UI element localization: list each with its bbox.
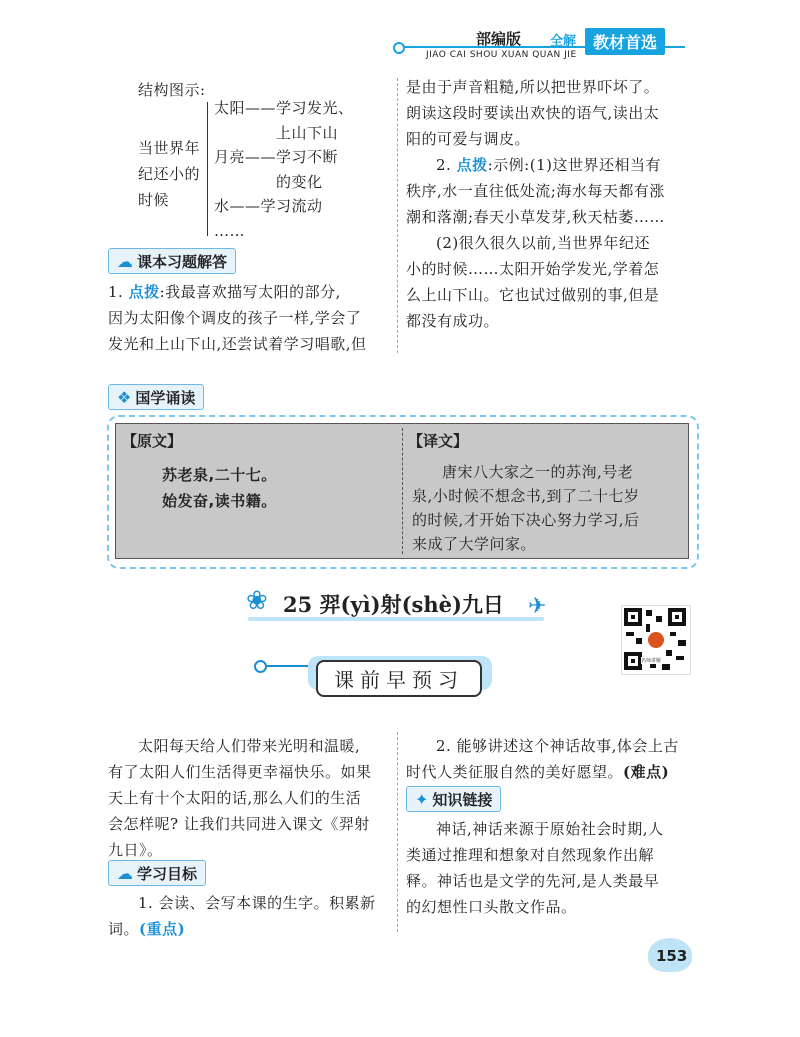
structure-branch: 上山下山 [276,123,339,142]
translation-line: 来成了大学问家。 [412,535,537,553]
original-line: 苏老泉,二十七。 [162,466,277,484]
airplane-icon: ✈ [528,594,547,619]
knowledge-tag-label: 知识链接 [432,790,493,809]
knowledge-line: 神话,神话来源于原始社会时期,人 [436,820,664,838]
knowledge-line: 的幻想性口头散文作品。 [406,898,577,916]
header-logo-small: 全解 [550,34,577,49]
exercise2-keyword: 点拨 [456,156,488,174]
intro-line: 天上有十个太阳的话,那么人们的生活 [108,789,362,807]
header-edition: 部编版 [476,30,522,48]
structure-root-line: 当世界年 [138,139,201,157]
goal-line [108,916,393,942]
qr-center-logo [648,632,664,648]
structure-root-line: 时候 [138,191,170,209]
column-divider-top [397,78,398,353]
structure-branch: 水——学习流动 [214,197,323,215]
exercise-answer-left [108,279,393,357]
structure-branches [214,96,354,243]
goals-right [406,733,696,785]
text-line: 因为太阳像个调皮的孩子一样,学会了 [108,309,362,327]
goal-line-text: 时代人类征服自然的美好愿望。 [406,763,624,781]
structure-branch: 的变化 [276,172,323,191]
intro-text [108,733,393,863]
header-logo: 教材首选 [585,28,665,55]
goal-line-text: 词。 [108,920,140,938]
intro-line: 有了太阳人们生活得更幸福快乐。如果 [108,763,372,781]
guoxue-tag-label: 国学诵读 [135,388,196,407]
structure-root [138,135,200,213]
dolphin-icon: ❖ [117,387,132,407]
exercise1-keyword: 点拨 [128,283,160,301]
intro-line: 九日》。 [108,841,163,859]
text-line: 小的时候……太阳开始学发光,学着怎 [406,260,660,278]
intro-line: 太阳每天给人们带来光明和温暖, [138,737,361,755]
structure-branch: 月亮——学习不断 [214,148,339,166]
qr-caption: 名师讲解 [641,658,662,664]
guoxue-inner [115,423,689,559]
translation-text [412,460,682,556]
qr-code [621,605,691,675]
guoxue-divider [402,428,403,554]
intro-line: 会怎样呢? 让我们共同进入课文《羿射 [108,815,370,833]
bulb-icon: ✦ [415,789,429,809]
page-number: 153 [656,947,688,965]
translation-line: 唐宋八大家之一的苏洵,号老 [442,463,634,481]
header-rule-dot [393,42,405,54]
structure-branch: 太阳——学习发光、 [214,99,354,117]
text-line: 发光和上山下山,还尝试着学习唱歌,但 [108,335,367,353]
goal-line: 2. 能够讲述这个神话故事,体会上古 [436,737,679,755]
preview-banner-dot [254,660,267,673]
structure-bracket [207,102,208,236]
translation-label: 【译文】 [408,432,469,450]
knowledge-line: 释。神话也是文学的先河,是人类最早 [406,872,660,890]
original-text [162,462,277,514]
knowledge-line: 类通过推理和想象对自然现象作出解 [406,846,655,864]
text-line: 潮和落潮;春天小草发芽,秋天枯萎…… [406,208,665,226]
goal-line [406,759,696,785]
cloud-icon: ☁ [117,863,133,883]
exercise-tag [108,248,236,274]
preview-banner-line [262,665,314,667]
structure-root-line: 纪还小的 [138,165,201,183]
translation-line: 泉,小时候不想念书,到了二十七岁 [412,487,640,505]
structure-branch: …… [214,221,245,240]
text-line: 都没有成功。 [406,312,500,330]
text-line: (2)很久很久以前,当世界年纪还 [436,234,651,252]
text-line: 么上山下山。它也试过做别的事,但是 [406,286,660,304]
text-line: 朗读这段时要读出欢快的语气,读出太 [406,104,660,122]
text-line: 秩序,水一直往低处流;海水每天都有涨 [406,182,665,200]
guoxue-box [107,415,699,569]
original-line: 始发奋,读书籍。 [162,492,277,510]
header-subtitle: JIAO CAI SHOU XUAN QUAN JIE [426,50,577,60]
exercise-answer-right [406,74,696,334]
guoxue-tag [108,384,204,410]
text-line: 阳的可爱与调皮。 [406,130,531,148]
exercise-tag-label: 课本习题解答 [137,252,228,271]
translation-line: 的时候,才开始下决心努力学习,后 [412,511,640,529]
goals-text [108,890,393,942]
preview-banner: 课前早预习 [316,660,482,697]
goals-tag [108,860,206,886]
dolphin-icon: ❀ [246,586,268,616]
text-line: 2. 点拨:示例:(1)这世界还相当有 [436,156,661,174]
goal-key: (重点) [139,920,186,938]
goal-line: 1. 会读、会写本课的生字。积累新 [138,894,376,912]
column-divider-bottom [397,732,398,932]
goals-tag-label: 学习目标 [137,864,198,883]
lesson-title: 25 羿(yì)射(shè)九日 [283,592,504,617]
knowledge-tag [406,786,501,812]
knowledge-text [406,816,696,920]
text-line: 1. 点拨:我最喜欢描写太阳的部分, [108,283,341,301]
original-label: 【原文】 [122,432,183,450]
text-line: 是由于声音粗糙,所以把世界吓坏了。 [406,78,660,96]
structure-label: 结构图示: [138,81,206,99]
cloud-icon: ☁ [117,251,133,271]
goal-key: (难点) [623,763,670,781]
